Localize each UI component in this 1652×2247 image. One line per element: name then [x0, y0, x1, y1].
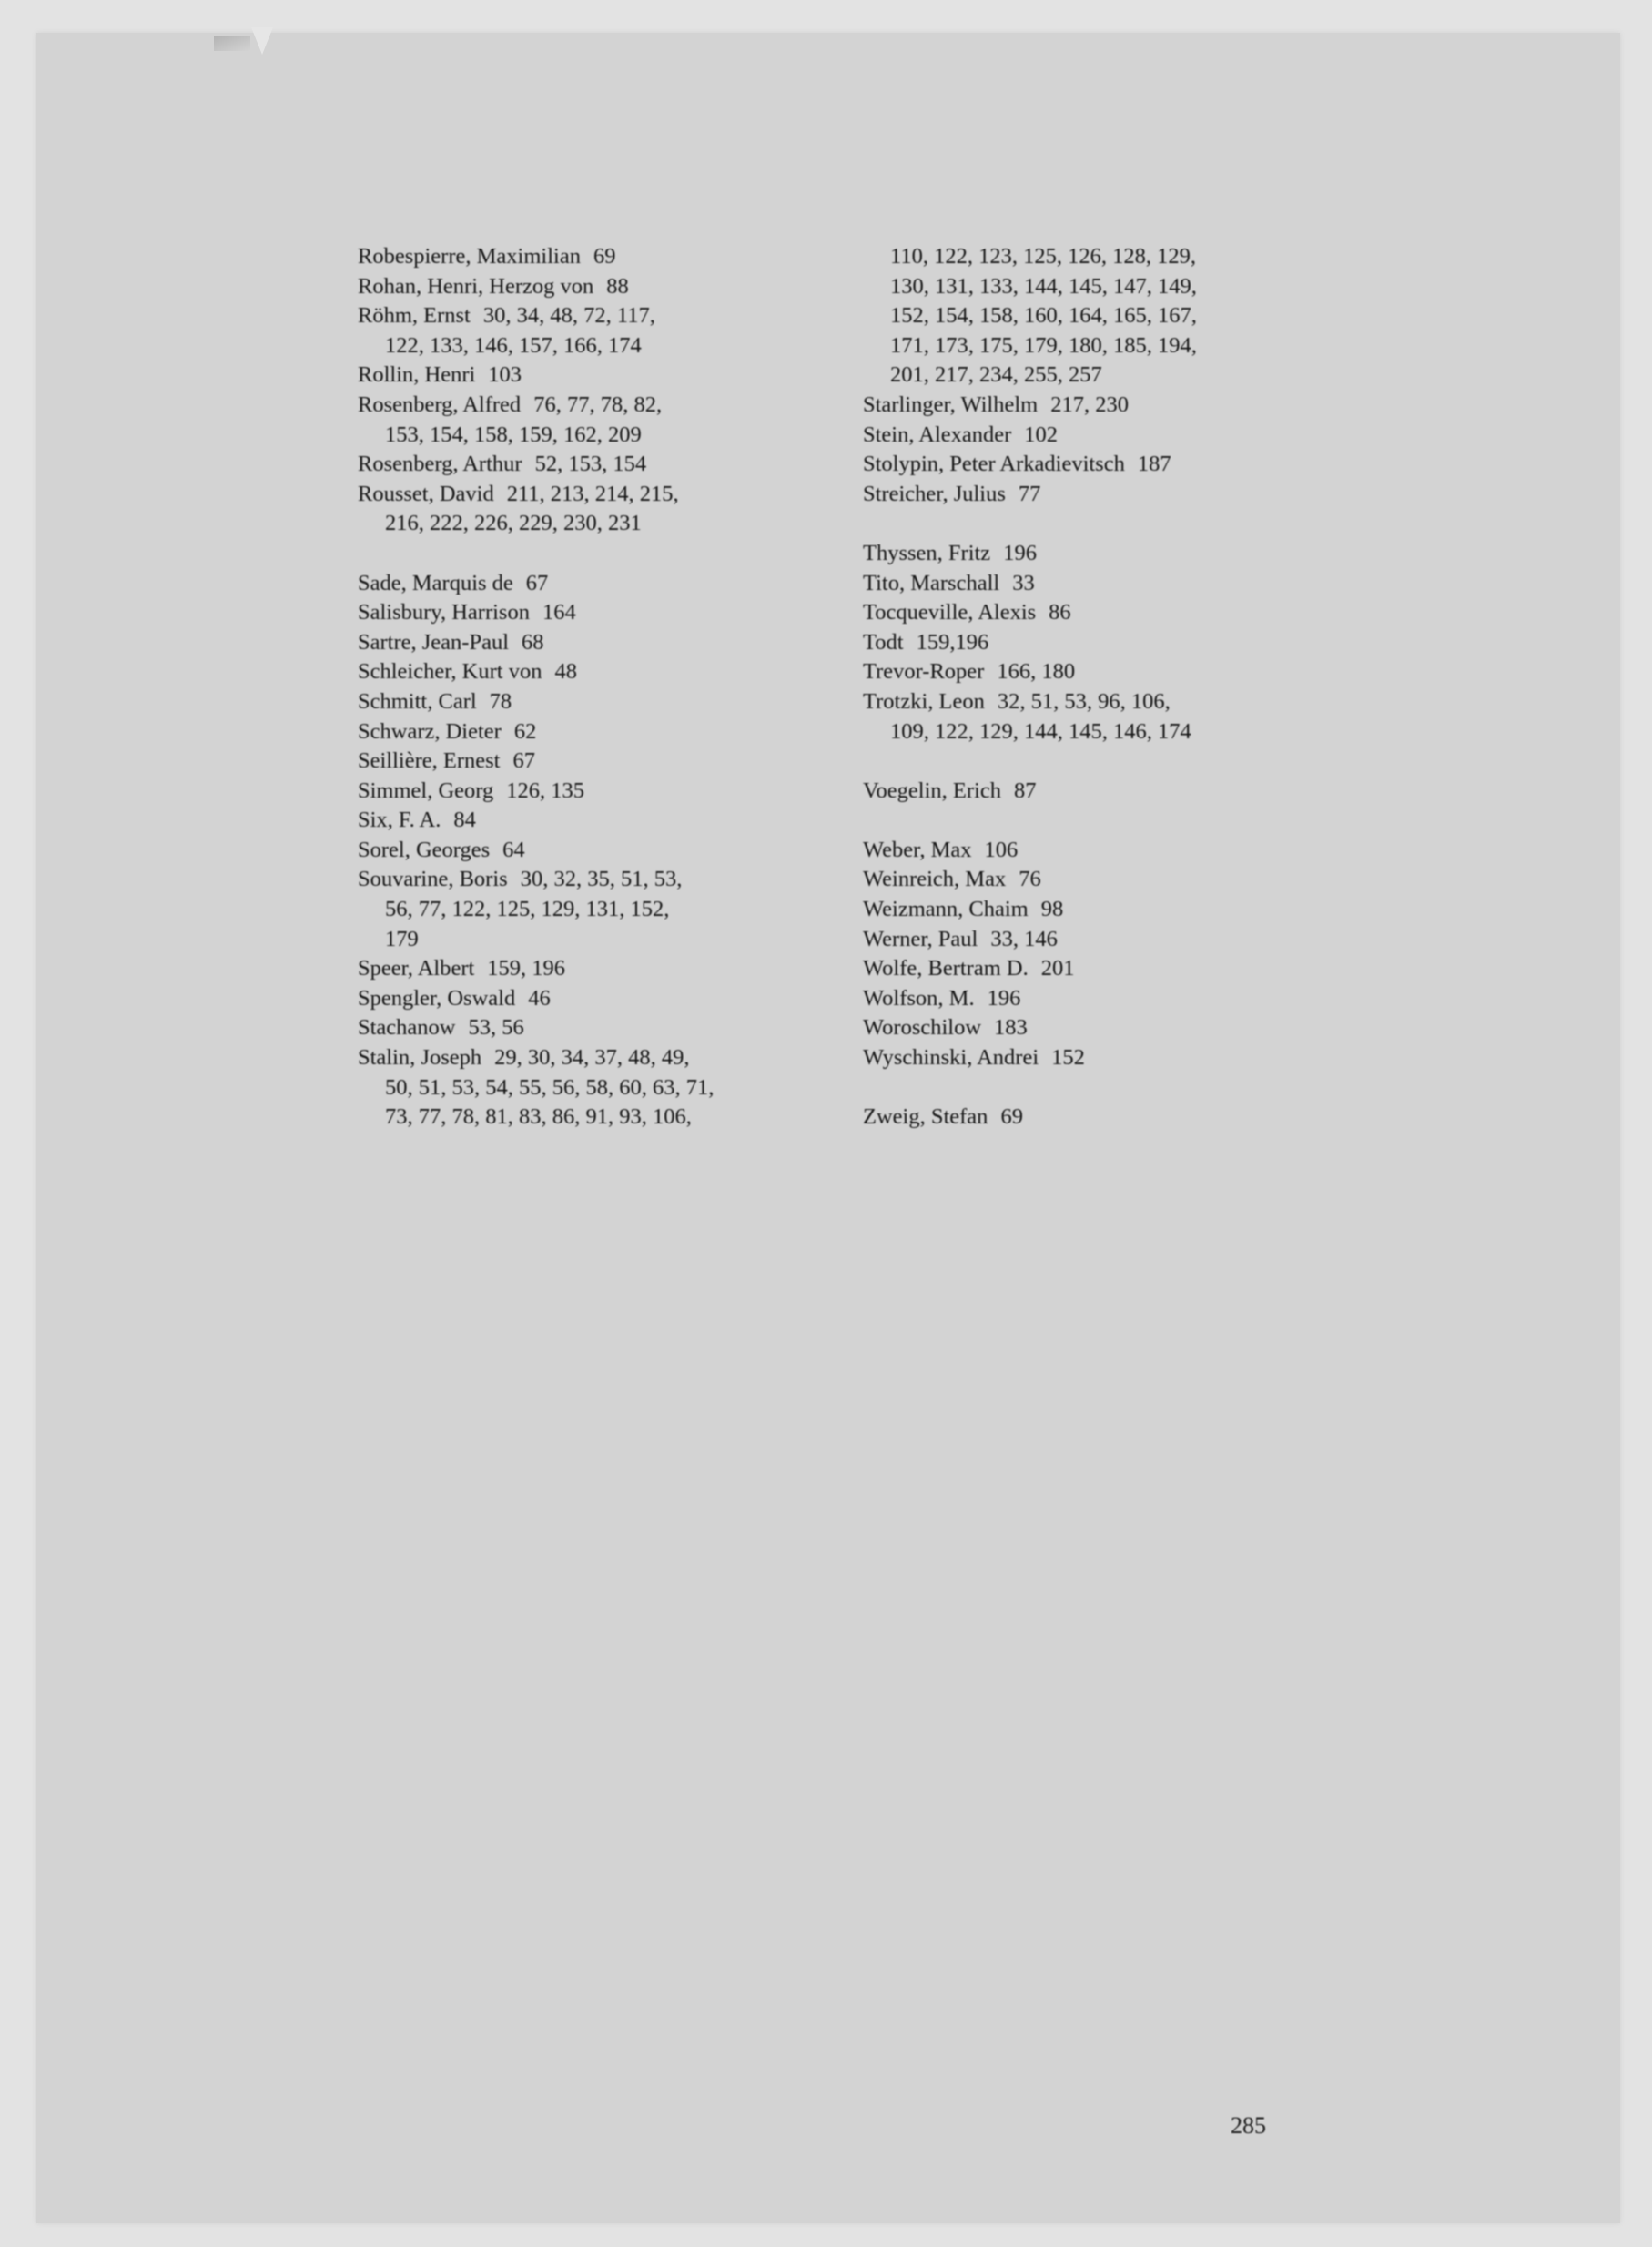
index-entry-pages: 152 — [1051, 1045, 1085, 1071]
letter-group-gap — [863, 747, 1336, 777]
index-entry-continuation: 152, 154, 158, 160, 164, 165, 167, — [890, 303, 1197, 329]
index-entry — [863, 777, 1336, 807]
index-entry-name: Tito, Marschall — [863, 570, 1000, 595]
index-entry-pages: 67 — [512, 748, 535, 774]
index-entry-pages: 69 — [593, 244, 616, 269]
index-entry-name: Sartre, Jean-Paul — [358, 629, 509, 655]
index-entry-line — [358, 391, 831, 421]
index-entry-name: Stolypin, Peter Arkadievitsch — [863, 452, 1125, 477]
index-entry-line — [358, 777, 831, 807]
index-entry — [358, 777, 831, 807]
index-entry-name: Schmitt, Carl — [358, 688, 477, 714]
index-entry-name: Souvarine, Boris — [358, 867, 508, 892]
page-fold-shadow — [214, 36, 250, 51]
index-entry-name: Rousset, David — [358, 481, 494, 506]
index-entry-pages: 69 — [1000, 1104, 1023, 1130]
index-entry — [863, 450, 1336, 480]
index-entry-line — [863, 865, 1336, 895]
index-entry — [358, 391, 831, 450]
index-entry-name: Salisbury, Harrison — [358, 600, 530, 625]
index-entry — [863, 242, 1336, 391]
index-entry — [863, 895, 1336, 925]
index-entry-line — [863, 687, 1336, 717]
index-entry — [863, 1013, 1336, 1043]
index-entry-line — [863, 569, 1336, 599]
index-entry-name: Weber, Max — [863, 837, 972, 862]
index-entry-name: Stein, Alexander — [863, 422, 1012, 447]
index-entry — [863, 391, 1336, 421]
index-entry — [358, 687, 831, 717]
index-entry — [358, 272, 831, 302]
letter-group-gap — [863, 509, 1336, 539]
index-entry — [358, 836, 831, 866]
index-entry — [358, 717, 831, 747]
index-entry — [863, 539, 1336, 569]
index-entry-name: Voegelin, Erich — [863, 778, 1001, 803]
index-entry — [863, 925, 1336, 955]
index-entry-line — [358, 806, 831, 836]
index-entry-name: Starlinger, Wilhelm — [863, 391, 1039, 417]
page-number: 285 — [1231, 2112, 1266, 2139]
index-entry-name: Rohan, Henri, Herzog von — [358, 273, 594, 299]
index-entry-pages: 52, 153, 154 — [534, 452, 647, 477]
index-entry-line — [863, 925, 1336, 955]
index-entry — [358, 480, 831, 539]
index-entry-name: Trevor-Roper — [863, 659, 985, 685]
index-entry-name: Todt — [863, 629, 904, 655]
index-entry-name: Trotzki, Leon — [863, 688, 985, 714]
index-entry — [863, 569, 1336, 599]
index-entry-line — [863, 480, 1336, 510]
index-entry-name: Wyschinski, Andrei — [863, 1045, 1039, 1071]
index-entry-line — [358, 242, 831, 272]
index-entry-line — [863, 1103, 1336, 1133]
index-entry-continuation: 179 — [385, 926, 419, 951]
index-entry-line — [863, 836, 1336, 866]
index-entry-line — [358, 687, 831, 717]
index-entry-pages: 64 — [502, 837, 525, 862]
index-entry-line — [358, 361, 831, 391]
index-entry-name: Spengler, Oswald — [358, 985, 516, 1011]
index-entry-continuation: 73, 77, 78, 81, 83, 86, 91, 93, 106, — [385, 1104, 692, 1130]
index-entry-pages: 164 — [542, 600, 576, 625]
index-entry-pages: 196 — [987, 985, 1021, 1011]
index-entry — [358, 569, 831, 599]
index-entry-line — [358, 836, 831, 866]
index-entry-pages: 187 — [1137, 452, 1171, 477]
index-entry-pages: 211, 213, 214, 215, — [506, 481, 679, 506]
index-entry — [358, 301, 831, 361]
index-entry-line — [358, 450, 831, 480]
index-entry-line — [358, 954, 831, 984]
index-entry-pages: 88 — [606, 273, 629, 299]
index-entry — [863, 421, 1336, 451]
index-entry-line — [358, 1013, 831, 1043]
index-entry — [863, 687, 1336, 747]
index-entry-line — [863, 895, 1336, 925]
index-entry-continuation: 153, 154, 158, 159, 162, 209 — [385, 422, 642, 447]
index-entry — [358, 806, 831, 836]
index-entry-pages: 159,196 — [916, 629, 989, 655]
index-entry — [358, 361, 831, 391]
index-entry-pages: 106 — [984, 837, 1019, 862]
index-entry-line — [863, 777, 1336, 807]
index-entry — [358, 450, 831, 480]
index-entry-line — [358, 865, 831, 895]
index-entry-pages: 33, 146 — [990, 926, 1058, 951]
index-entry-pages: 53, 56 — [468, 1015, 524, 1041]
index-entry-name: Rosenberg, Arthur — [358, 452, 522, 477]
index-entry-line — [358, 1043, 831, 1073]
index-entry-continuation: 216, 222, 226, 229, 230, 231 — [385, 511, 642, 536]
index-entry — [863, 598, 1336, 628]
index-entry-continuation: 171, 173, 175, 179, 180, 185, 194, — [890, 332, 1197, 358]
index-entry-name: Zweig, Stefan — [863, 1104, 988, 1130]
index-entry-name: Schwarz, Dieter — [358, 718, 502, 744]
index-entry-pages: 62 — [513, 718, 537, 744]
index-entry — [863, 954, 1336, 984]
index-entry — [358, 598, 831, 628]
index-entry-continuation: 201, 217, 234, 255, 257 — [890, 362, 1102, 388]
index-entry — [358, 954, 831, 984]
index-entry-name: Seillière, Ernest — [358, 748, 501, 774]
index-entry-name: Werner, Paul — [863, 926, 978, 951]
index-entry-continuation: 122, 133, 146, 157, 166, 174 — [385, 332, 642, 358]
index-entry-line — [358, 657, 831, 687]
index-column-right — [863, 242, 1336, 1133]
index-entry-name: Weizmann, Chaim — [863, 897, 1029, 922]
index-entry-name: Stachanow — [358, 1015, 456, 1041]
index-entry — [358, 984, 831, 1014]
index-entry-pages: 33 — [1012, 570, 1035, 595]
index-entry — [863, 1103, 1336, 1133]
index-entry-name: Röhm, Ernst — [358, 303, 471, 329]
index-entry-line — [863, 539, 1336, 569]
letter-group-gap — [863, 1073, 1336, 1103]
index-entry-name: Weinreich, Max — [863, 867, 1007, 892]
index-entry — [863, 984, 1336, 1014]
index-column-left — [358, 242, 831, 1133]
index-entry-name: Simmel, Georg — [358, 778, 494, 803]
index-entry-pages: 32, 51, 53, 96, 106, — [997, 688, 1171, 714]
page-notch — [251, 27, 273, 55]
index-entry-name: Six, F. A. — [358, 808, 441, 833]
index-entry-name: Streicher, Julius — [863, 481, 1006, 506]
index-entry — [358, 242, 831, 272]
index-entry-line — [863, 628, 1336, 658]
index-entry-line — [863, 598, 1336, 628]
index-entry — [863, 480, 1336, 510]
index-entry-pages: 76 — [1019, 867, 1041, 892]
index-entry-pages: 68 — [522, 629, 544, 655]
index-entry — [358, 1043, 831, 1133]
index-entry-pages: 183 — [994, 1015, 1028, 1041]
index-entry-pages: 78 — [489, 688, 512, 714]
index-entry-name: Wolfson, M. — [863, 985, 975, 1011]
index-entry-pages: 201 — [1040, 956, 1075, 981]
index-entry-line — [863, 657, 1336, 687]
index-entry-name: Woroschilow — [863, 1015, 982, 1041]
index-entry-pages: 87 — [1013, 778, 1037, 803]
index-entry-name: Schleicher, Kurt von — [358, 659, 542, 685]
index-entry-line — [863, 984, 1336, 1014]
index-entry — [863, 1043, 1336, 1073]
index-entry — [863, 657, 1336, 687]
index-entry-line — [358, 717, 831, 747]
index-entry — [358, 628, 831, 658]
index-entry-name: Rosenberg, Alfred — [358, 391, 522, 417]
index-entry-pages: 76, 77, 78, 82, — [533, 391, 663, 417]
index-entry-line — [863, 1013, 1336, 1043]
letter-group-gap — [863, 806, 1336, 836]
index-entry-continuation: 109, 122, 129, 144, 145, 146, 174 — [890, 718, 1191, 744]
index-entry-line — [863, 391, 1336, 421]
index-entry-pages: 77 — [1018, 481, 1041, 506]
index-entry-pages: 29, 30, 34, 37, 48, 49, — [494, 1045, 690, 1071]
index-entry-line — [358, 984, 831, 1014]
index-entry — [358, 747, 831, 777]
index-entry-pages: 166, 180 — [997, 659, 1076, 685]
index-entry-pages: 103 — [488, 362, 522, 388]
index-entry-name: Thyssen, Fritz — [863, 540, 991, 565]
index-entry-line — [358, 272, 831, 302]
index-entry — [358, 1013, 831, 1043]
index-entry-name: Rollin, Henri — [358, 362, 476, 388]
index-entry-pages: 30, 32, 35, 51, 53, — [520, 867, 683, 892]
index-entry-line — [358, 747, 831, 777]
index-entry-name: Speer, Albert — [358, 956, 475, 981]
index-entry-pages: 102 — [1024, 422, 1059, 447]
index-entry-line — [863, 1043, 1336, 1073]
index-entry-pages: 67 — [525, 570, 549, 595]
index-entry-pages: 217, 230 — [1050, 391, 1129, 417]
index-entry-continuation: 110, 122, 123, 125, 126, 128, 129, — [890, 244, 1196, 269]
index-entry-continuation: 50, 51, 53, 54, 55, 56, 58, 60, 63, 71, — [385, 1074, 715, 1100]
index-entry-pages: 48 — [554, 659, 577, 685]
index-entry-line — [358, 628, 831, 658]
index-entry — [358, 865, 831, 954]
index-entry-continuation: 130, 131, 133, 144, 145, 147, 149, — [890, 273, 1197, 299]
index-entry-pages: 98 — [1040, 897, 1064, 922]
index-entry-name: Stalin, Joseph — [358, 1045, 482, 1071]
index-entry-continuation: 56, 77, 122, 125, 129, 131, 152, — [385, 897, 670, 922]
index-entry-line — [863, 954, 1336, 984]
index-entry-line — [358, 598, 831, 628]
index-entry-pages: 46 — [528, 985, 551, 1011]
index-entry-line — [863, 421, 1336, 451]
index-entry — [358, 657, 831, 687]
index-entry-line — [358, 569, 831, 599]
index-entry-line — [863, 450, 1336, 480]
letter-group-gap — [358, 539, 831, 569]
index-entry-name: Robespierre, Maximilian — [358, 244, 581, 269]
index-entry-pages: 159, 196 — [487, 956, 566, 981]
index-entry-line — [358, 301, 831, 331]
index-entry — [863, 836, 1336, 866]
index-entry-pages: 86 — [1049, 600, 1071, 625]
index-entry — [863, 628, 1336, 658]
index-entry — [863, 865, 1336, 895]
index-entry-name: Sorel, Georges — [358, 837, 491, 862]
index-entry-line — [358, 480, 831, 510]
index-entry-pages: 84 — [453, 808, 476, 833]
index-entry-pages: 126, 135 — [506, 778, 585, 803]
index-entry-pages: 30, 34, 48, 72, 117, — [482, 303, 655, 329]
index-entry-pages: 196 — [1003, 540, 1037, 565]
index-entry-name: Wolfe, Bertram D. — [863, 956, 1029, 981]
index-entry-name: Sade, Marquis de — [358, 570, 513, 595]
index-entry-name: Tocqueville, Alexis — [863, 600, 1037, 625]
